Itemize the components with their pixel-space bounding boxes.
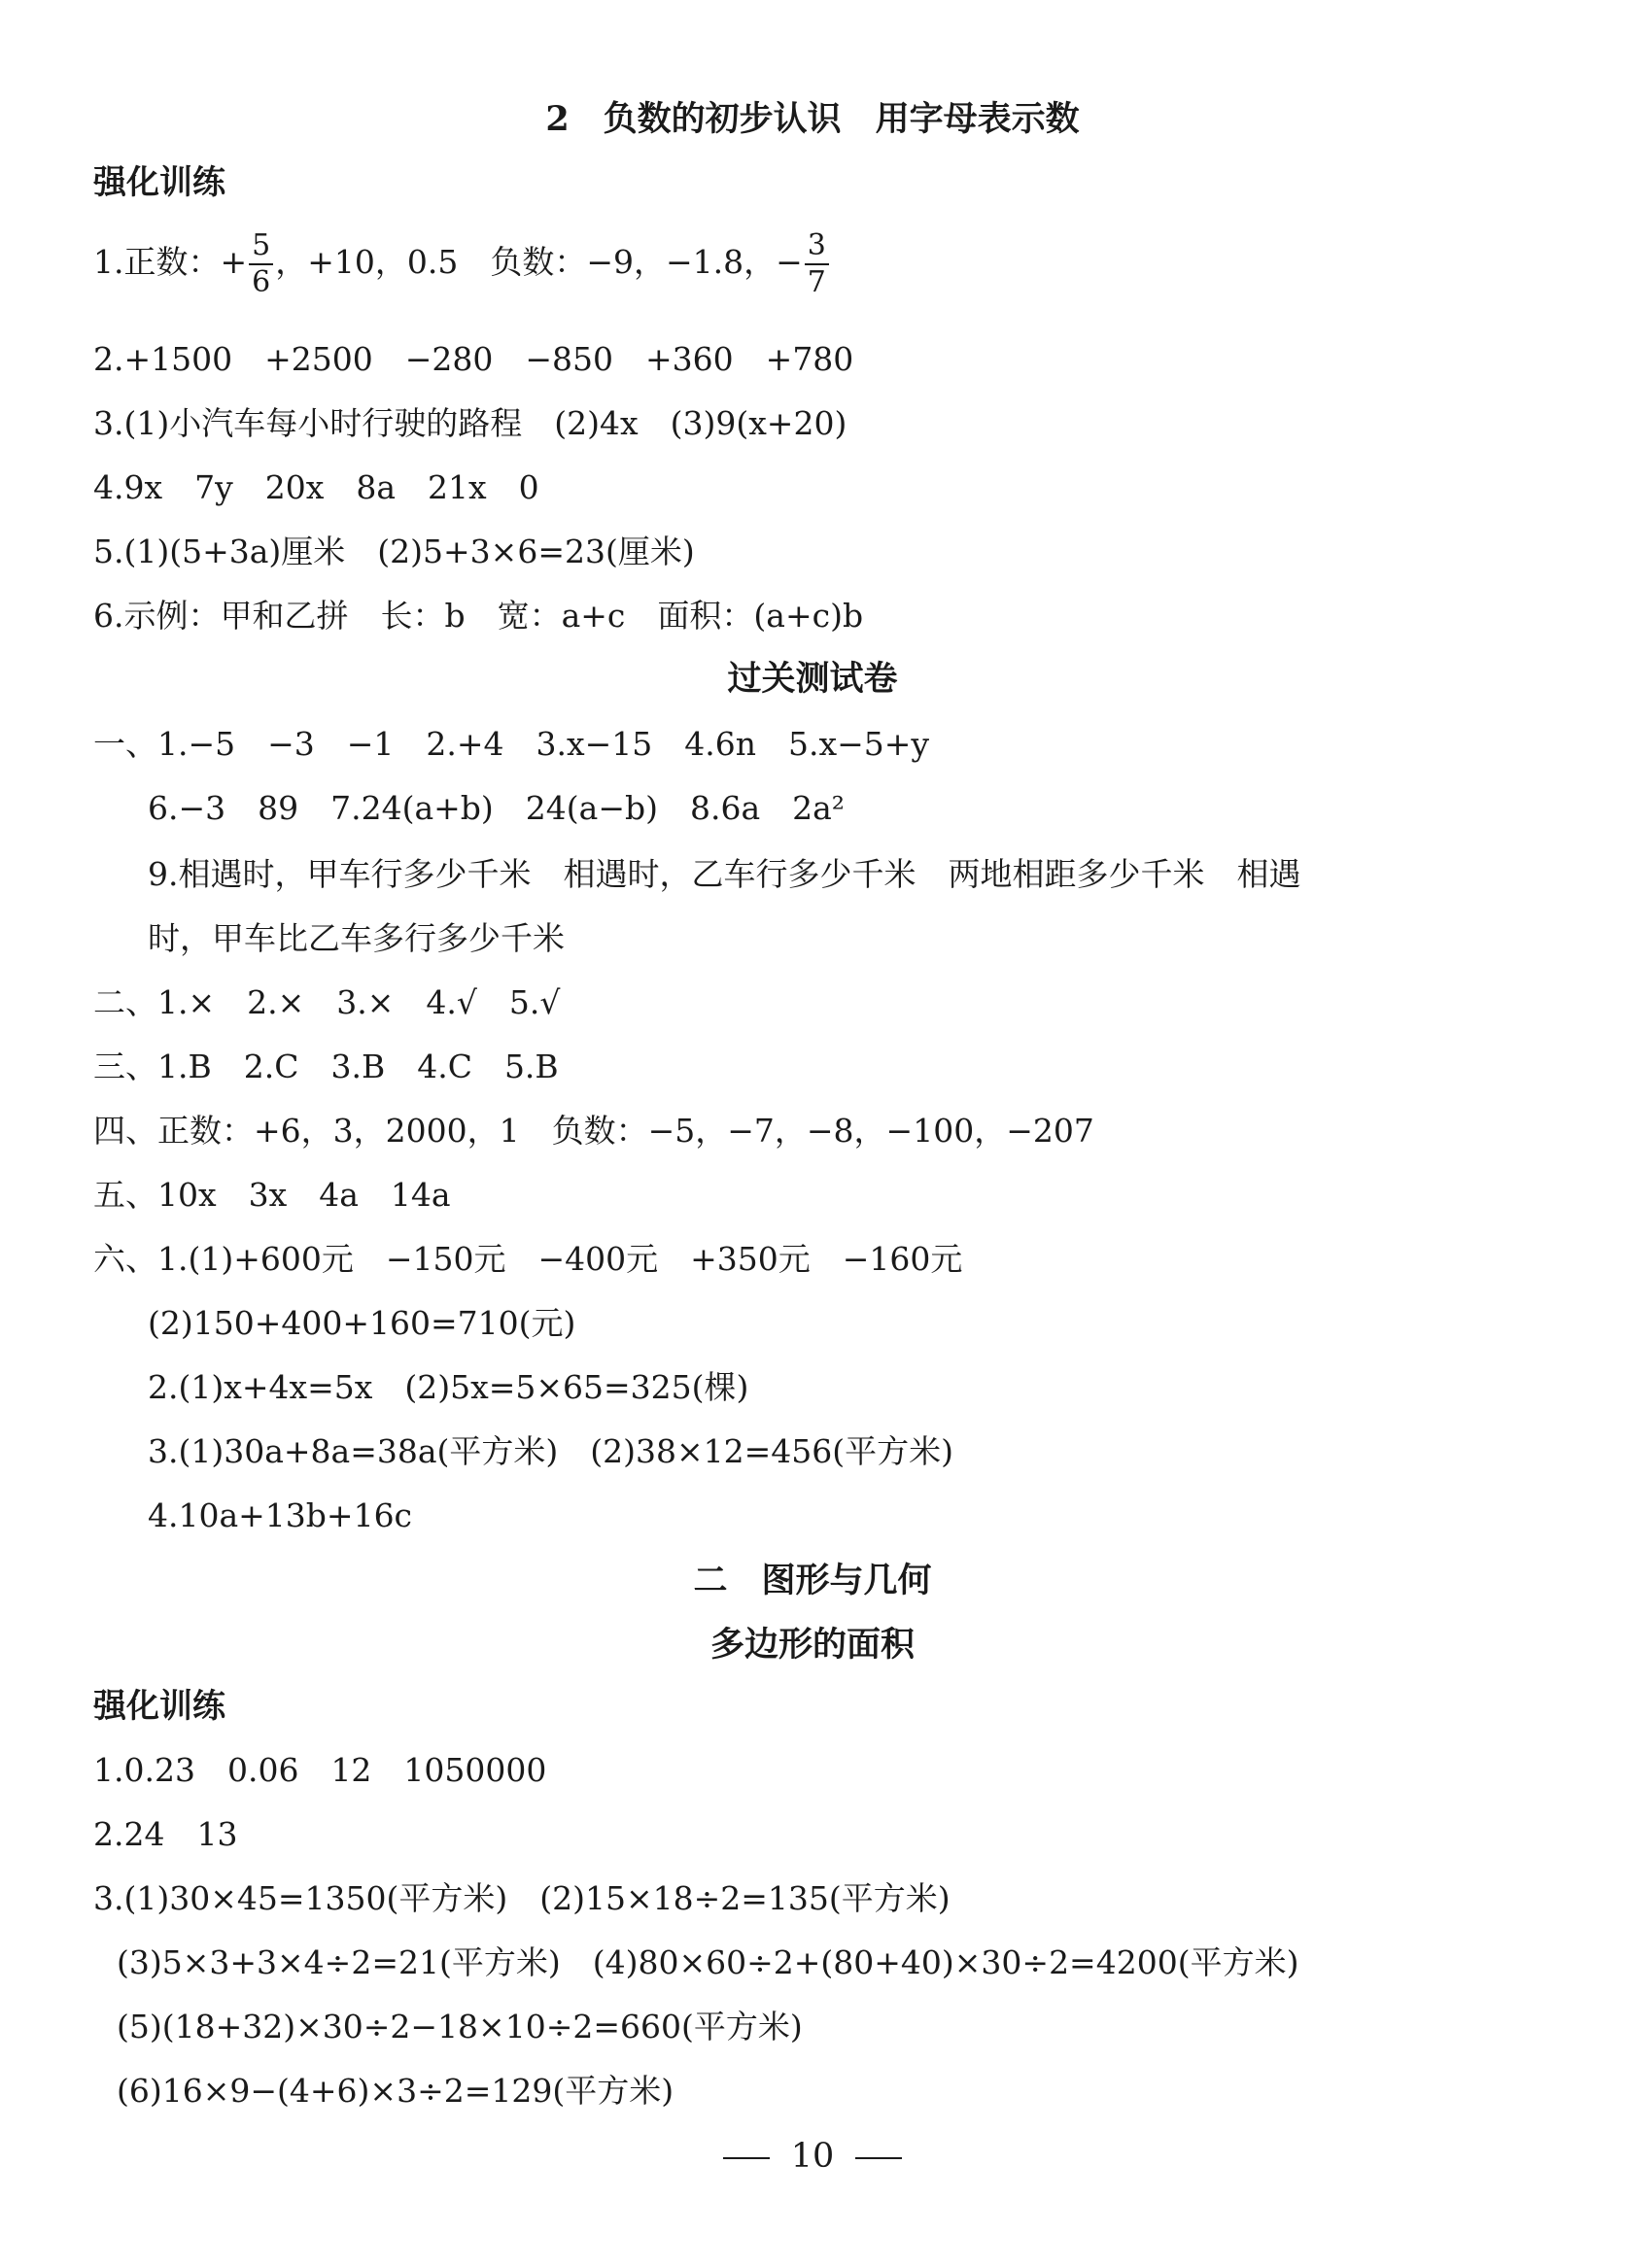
- answer-line-q1: 1.正数：+ $\frac{5}{6}$ ，+10，0.5 负数：−9，−1.8，− $\frac{3}{7}$: [93, 231, 831, 297]
- fraction-3-7: $\frac{3}{7}$: [805, 231, 829, 297]
- answer-line: 5.(1)(5+3a)厘米 (2)5+3×6=23(厘米): [93, 533, 695, 570]
- answer-line: 四、正数：+6，3，2000，1 负数：−5，−7，−8，−100，−207: [93, 1112, 1094, 1150]
- answer-line: 2.+1500 +2500 −280 −850 +360 +780: [93, 340, 854, 378]
- answer-line: 时，甲车比乙车多行多少千米: [148, 919, 565, 957]
- test-title: 过关测试卷: [727, 659, 898, 699]
- answer-line: 2.(1)x+4x=5x (2)5x=5×65=325(棵): [148, 1368, 749, 1406]
- answer-line: 1.0.23 0.06 12 1050000: [93, 1751, 547, 1789]
- answer-line: 3.(1)30a+8a=38a(平方米) (2)38×12=456(平方米): [148, 1432, 954, 1470]
- answer-line: 三、1.B 2.C 3.B 4.C 5.B: [93, 1048, 559, 1085]
- section-title: 二 图形与几何: [693, 1561, 932, 1600]
- answer-line: (5)(18+32)×30÷2−18×10÷2=660(平方米): [117, 2008, 803, 2045]
- answer-line: 9.相遇时，甲车行多少千米 相遇时，乙车行多少千米 两地相距多少千米 相遇: [148, 855, 1301, 893]
- answer-line: 6.−3 89 7.24(a+b) 24(a−b) 8.6a 2a²: [148, 789, 846, 827]
- answer-line: (2)150+400+160=710(元): [148, 1304, 576, 1342]
- page-number: 10: [0, 2134, 1625, 2179]
- answer-line: 二、1.× 2.× 3.× 4.√ 5.√: [93, 983, 561, 1021]
- section-subtitle: 多边形的面积: [709, 1625, 915, 1665]
- practice-heading: 强化训练: [93, 1687, 225, 1726]
- answer-line: 3.(1)小汽车每小时行驶的路程 (2)4x (3)9(x+20): [93, 404, 847, 442]
- practice-heading: 强化训练: [93, 163, 225, 202]
- answer-line: 一、1.−5 −3 −1 2.+4 3.x−15 4.6n 5.x−5+y: [93, 725, 930, 763]
- dash-left: [723, 2157, 770, 2159]
- answer-line: 4.9x 7y 20x 8a 21x 0: [93, 468, 539, 506]
- answer-line: 4.10a+13b+16c: [148, 1496, 413, 1534]
- answer-line: 3.(1)30×45=1350(平方米) (2)15×18÷2=135(平方米): [93, 1879, 951, 1917]
- section-title: 2 负数的初步认识 用字母表示数: [545, 99, 1080, 139]
- answer-line: 五、10x 3x 4a 14a: [93, 1176, 451, 1214]
- fraction-5-6: $\frac{5}{6}$: [249, 231, 273, 297]
- answer-line: 2.24 13: [93, 1815, 238, 1853]
- answer-line: 六、1.(1)+600元 −150元 −400元 +350元 −160元: [93, 1240, 963, 1278]
- answer-line: (6)16×9−(4+6)×3÷2=129(平方米): [117, 2072, 674, 2110]
- answer-line: 6.示例：甲和乙拼 长：b 宽：a+c 面积：(a+c)b: [93, 597, 864, 635]
- dash-right: [855, 2157, 902, 2159]
- answer-line: (3)5×3+3×4÷2=21(平方米) (4)80×60÷2+(80+40)×30÷2=4200(平方米): [117, 1943, 1299, 1981]
